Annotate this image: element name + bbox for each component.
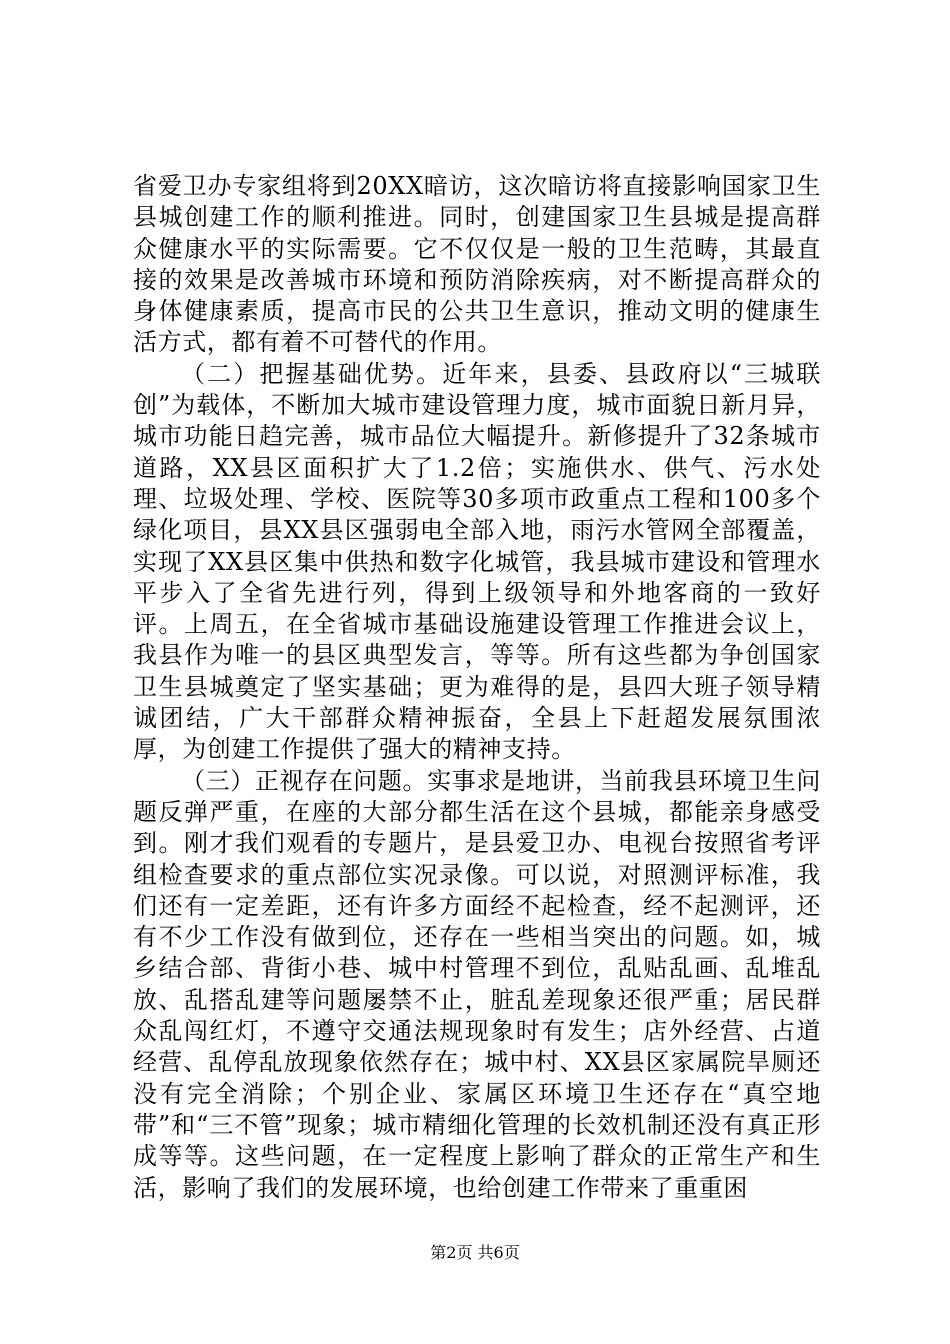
page-number-footer: 第2页 共6页 [430, 1243, 520, 1262]
paragraph-foundation-advantages: （二）把握基础优势。近年来，县委、县政府以“三城联创”为载体，不断加大城市建设管理力度，城市面貌日新月异，城市功能日趋完善，城市品位大幅提升。新修提升了32条城市道路，XX县区面积扩大了1.2倍；实施供水、供气、污水处理、垃圾处理、学校、医院等30多项市政重点工程和100多个绿化项目，县XX县区强弱电全部入地，雨污水管网全部覆盖，实现了XX县区集中供热和数字化城管，我县城市建设和管理水平步入了全省先进行列，得到上级领导和外地客商的一致好评。上周五，在全省城市基础设施建设管理工作推进会议上，我县作为唯一的县区典型发言，等等。所有这些都为争创国家卫生县城奠定了坚实基础；更为难得的是，县四大班子领导精诚团结，广大干部群众精神振奋，全县上下赶超发展氛围浓厚，为创建工作提供了强大的精神支持。 [133, 359, 821, 764]
document-body [133, 171, 821, 1204]
paragraph-continuation: 省爱卫办专家组将到20XX暗访，这次暗访将直接影响国家卫生县城创建工作的顺利推进。同时，创建国家卫生县城是提高群众健康水平的实际需要。它不仅仅是一般的卫生范畴，其最直接的效果是改善城市环境和预防消除疾病，对不断提高群众的身体健康素质，提高市民的公共卫生意识，推动文明的健康生活方式，都有着不可替代的作用。 [133, 172, 821, 357]
paragraph-existing-problems: （三）正视存在问题。实事求是地讲，当前我县环境卫生问题反弹严重，在座的大部分都生活在这个县城，都能亲身感受到。刚才我们观看的专题片，是县爱卫办、电视台按照省考评组检查要求的重点部位实况录像。可以说，对照测评标准，我们还有一定差距，还有许多方面经不起检查，经不起测评，还有不少工作没有做到位，还存在一些相当突出的问题。如，城乡结合部、背街小巷、城中村管理不到位，乱贴乱画、乱堆乱放、乱搭乱建等问题屡禁不止，脏乱差现象还很严重；居民群众乱闯红灯，不遵守交通法规现象时有发生；店外经营、占道经营、乱停乱放现象依然存在；城中村、XX县区家属院旱厕还没有完全消除；个别企业、家属区环境卫生还存在“真空地带”和“三不管”现象；城市精细化管理的长效机制还没有真正形成等等。这些问题，在一定程度上影响了群众的正常生产和生活，影响了我们的发展环境，也给创建工作带来了重重困 [133, 766, 821, 1202]
